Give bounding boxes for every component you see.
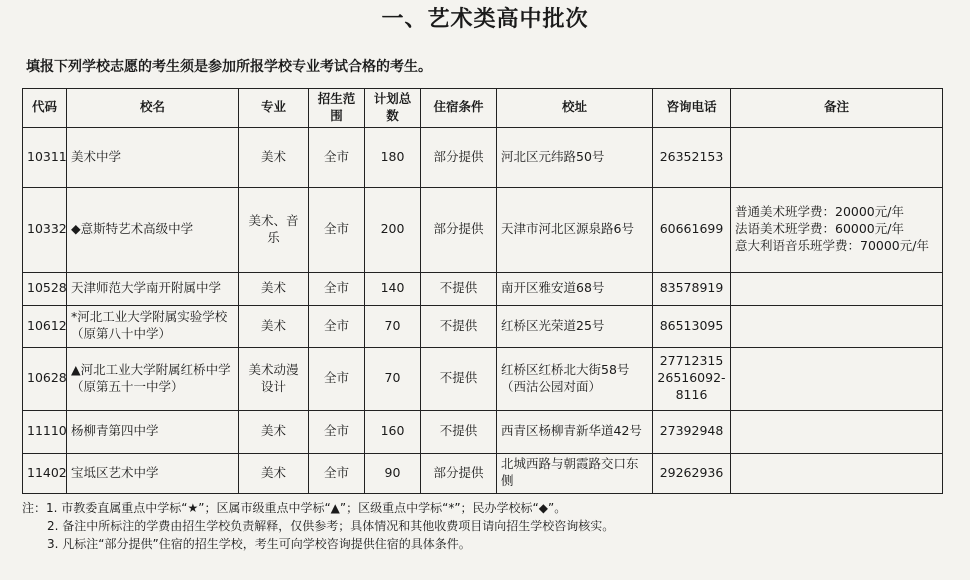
cell-school-name: 宝坻区艺术中学 (67, 453, 239, 493)
cell-lodging: 部分提供 (421, 187, 497, 272)
cell-school-name: ◆意斯特艺术高级中学 (67, 187, 239, 272)
cell-remarks (731, 272, 943, 305)
cell-major: 美术 (239, 305, 309, 347)
cell-scope: 全市 (309, 453, 365, 493)
cell-lodging: 不提供 (421, 347, 497, 410)
header-lodging: 住宿条件 (421, 89, 497, 128)
cell-phone: 27392948 (653, 410, 731, 453)
table-row (23, 305, 943, 347)
admission-plan-table (22, 88, 943, 494)
cell-address: 西青区杨柳青新华道42号 (497, 410, 653, 453)
header-plan-total: 计划总数 (365, 89, 421, 128)
cell-lodging: 部分提供 (421, 127, 497, 187)
cell-phone: 86513095 (653, 305, 731, 347)
cell-remarks (731, 410, 943, 453)
cell-address: 河北区元纬路50号 (497, 127, 653, 187)
cell-major: 美术、音乐 (239, 187, 309, 272)
table-row (23, 410, 943, 453)
remark-line: 普通美术班学费：20000元/年 (735, 204, 904, 220)
remark-line: 法语美术班学费：60000元/年 (735, 221, 904, 237)
header-address: 校址 (497, 89, 653, 128)
table-row (23, 347, 943, 410)
document-title: 一、艺术类高中批次 (381, 7, 589, 32)
cell-lodging: 部分提供 (421, 453, 497, 493)
cell-scope: 全市 (309, 305, 365, 347)
cell-code: 11402 (23, 453, 67, 493)
cell-phone: 29262936 (653, 453, 731, 493)
cell-code: 10528 (23, 272, 67, 305)
footnotes (22, 499, 952, 553)
cell-major: 美术 (239, 410, 309, 453)
cell-code: 11110 (23, 410, 67, 453)
cell-plan-total: 70 (365, 305, 421, 347)
cell-address: 红桥区光荣道25号 (497, 305, 653, 347)
cell-plan-total: 140 (365, 272, 421, 305)
cell-phone: 83578919 (653, 272, 731, 305)
cell-remarks (731, 305, 943, 347)
cell-major: 美术动漫设计 (239, 347, 309, 410)
cell-plan-total: 160 (365, 410, 421, 453)
cell-school-name: 美术中学 (67, 127, 239, 187)
cell-remarks (731, 187, 943, 272)
table-row (23, 187, 943, 272)
cell-code: 10612 (23, 305, 67, 347)
table-header-row (23, 89, 943, 128)
cell-school-name: 杨柳青第四中学 (67, 410, 239, 453)
remark-line: 意大利语音乐班学费：70000元/年 (735, 238, 929, 254)
cell-lodging: 不提供 (421, 410, 497, 453)
cell-remarks (731, 127, 943, 187)
cell-plan-total: 180 (365, 127, 421, 187)
table-row (23, 453, 943, 493)
cell-scope: 全市 (309, 187, 365, 272)
cell-remarks (731, 347, 943, 410)
header-school-name: 校名 (67, 89, 239, 128)
header-phone: 咨询电话 (653, 89, 731, 128)
header-code: 代码 (23, 89, 67, 128)
cell-scope: 全市 (309, 272, 365, 305)
cell-major: 美术 (239, 127, 309, 187)
cell-scope: 全市 (309, 127, 365, 187)
header-remarks: 备注 (731, 89, 943, 128)
cell-major: 美术 (239, 453, 309, 493)
cell-school-name: ▲河北工业大学附属红桥中学（原第五十一中学） (67, 347, 239, 410)
cell-plan-total: 90 (365, 453, 421, 493)
cell-plan-total: 70 (365, 347, 421, 410)
cell-plan-total: 200 (365, 187, 421, 272)
header-scope: 招生范围 (309, 89, 365, 128)
cell-code: 10332 (23, 187, 67, 272)
footnote-line: 注：1. 市教委直属重点中学标“★”；区属市级重点中学标“▲”；区级重点中学标“*”；民办学校标“◆”。 (22, 501, 567, 515)
cell-lodging: 不提供 (421, 272, 497, 305)
cell-phone: 26352153 (653, 127, 731, 187)
cell-code: 10311 (23, 127, 67, 187)
table-row (23, 272, 943, 305)
footnote-line: 3. 凡标注“部分提供”住宿的招生学校，考生可向学校咨询提供住宿的具体条件。 (47, 537, 471, 551)
cell-address: 天津市河北区源泉路6号 (497, 187, 653, 272)
cell-school-name: 天津师范大学南开附属中学 (67, 272, 239, 305)
cell-scope: 全市 (309, 347, 365, 410)
cell-remarks (731, 453, 943, 493)
cell-address: 北城西路与朝霞路交口东侧 (497, 453, 653, 493)
cell-phone: 27712315 26516092-8116 (653, 347, 731, 410)
cell-lodging: 不提供 (421, 305, 497, 347)
table-row (23, 127, 943, 187)
footnote-line: 2. 备注中所标注的学费由招生学校负责解释，仅供参考；具体情况和其他收费项目请向招生学校咨询核实。 (47, 519, 615, 533)
cell-address: 南开区雅安道68号 (497, 272, 653, 305)
intro-text: 填报下列学校志愿的考生须是参加所报学校专业考试合格的考生。 (26, 59, 432, 75)
header-major: 专业 (239, 89, 309, 128)
cell-scope: 全市 (309, 410, 365, 453)
cell-code: 10628 (23, 347, 67, 410)
cell-school-name: *河北工业大学附属实验学校（原第八十中学） (67, 305, 239, 347)
cell-major: 美术 (239, 272, 309, 305)
cell-address: 红桥区红桥北大街58号（西沽公园对面） (497, 347, 653, 410)
cell-phone: 60661699 (653, 187, 731, 272)
